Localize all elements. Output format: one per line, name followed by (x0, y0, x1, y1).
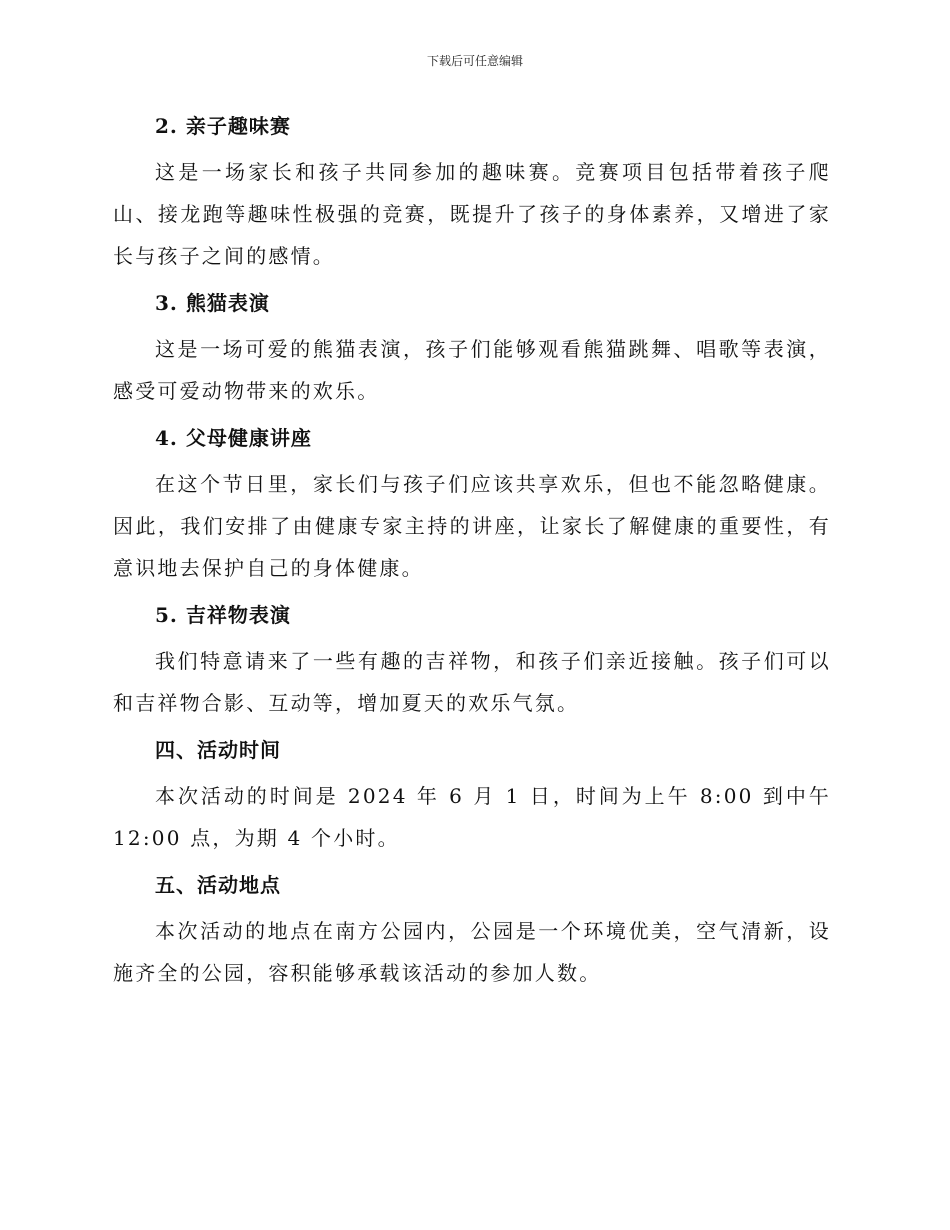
section-parent-child-game (113, 106, 831, 277)
section-mascot-show (113, 595, 831, 724)
section-panda-show (113, 283, 831, 412)
section-paragraph: 这是一场家长和孩子共同参加的趣味赛。竞赛项目包括带着孩子爬山、接龙跑等趣味性极强的竞赛，既提升了孩子的身体素养，又增进了家长与孩子之间的感情。 (113, 160, 831, 268)
section-paragraph: 这是一场可爱的熊猫表演，孩子们能够观看熊猫跳舞、唱歌等表演，感受可爱动物带来的欢乐。 (113, 337, 831, 403)
section-heading: 5. 吉祥物表演 (155, 603, 291, 627)
section-event-location (113, 865, 831, 994)
section-paragraph: 在这个节日里，家长们与孩子们应该共享欢乐，但也不能忽略健康。因此，我们安排了由健康专家主持的讲座，让家长了解健康的重要性，有意识地去保护自己的身体健康。 (113, 472, 831, 580)
section-event-time (113, 730, 831, 859)
section-health-lecture (113, 418, 831, 589)
section-heading: 五、活动地点 (155, 873, 281, 897)
document-body (113, 106, 831, 994)
section-paragraph: 本次活动的时间是 2024 年 6 月 1 日，时间为上午 8:00 到中午 12:00 点，为期 4 个小时。 (113, 784, 831, 850)
section-heading: 3. 熊猫表演 (155, 291, 270, 315)
section-heading: 4. 父母健康讲座 (155, 426, 312, 450)
section-paragraph: 我们特意请来了一些有趣的吉祥物，和孩子们亲近接触。孩子们可以和吉祥物合影、互动等，增加夏天的欢乐气氛。 (113, 649, 831, 715)
section-heading: 四、活动时间 (155, 738, 281, 762)
page-header: 下载后可任意编辑 (426, 54, 523, 68)
section-heading: 2. 亲子趣味赛 (155, 114, 291, 138)
section-paragraph: 本次活动的地点在南方公园内，公园是一个环境优美，空气清新，设施齐全的公园，容积能够承载该活动的参加人数。 (113, 919, 831, 985)
